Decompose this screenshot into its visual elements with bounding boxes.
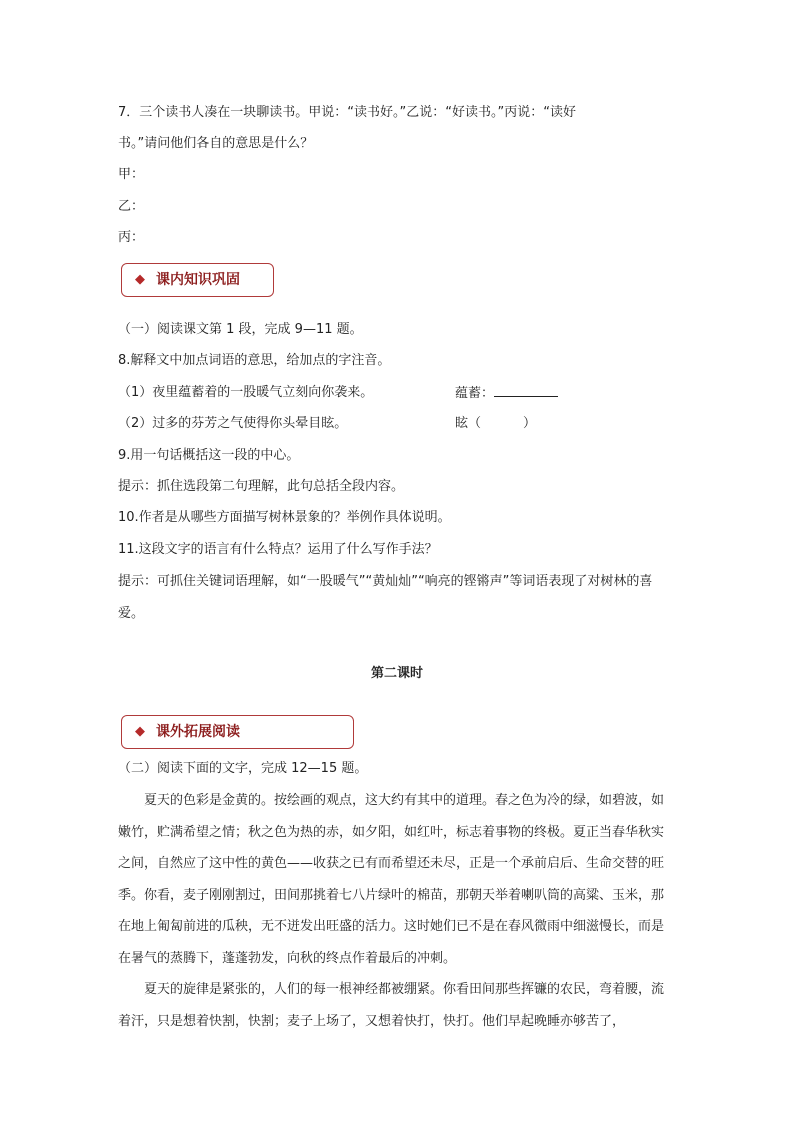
question-8-item-2: （2）过多的芬芳之气使得你头晕目眩。 bbox=[118, 416, 348, 431]
reading-paragraph-1: 夏天的色彩是金黄的。按绘画的观点，这大约有其中的道理。春之色为冷的绿，如碧波，如嫩竹，贮满希望之情；秋之色为热的赤，如夕阳，如红叶，标志着事物的终极。夏正当春华秋实之间，自然应了这中性的黄色——收获之已有而希望还未尽，正是一个承前启后、生命交替的旺季。你看，麦子刚刚割过，田间那挑着七八片绿叶的棉苗，那朝天举着喇叭筒的高粱、玉米，那在地上匍匐前进的瓜秧，无不迸发出旺盛的活力。这时她们已不是在春风微雨中细滋慢长，而是在暑气的蒸腾下，蓬蓬勃发，向秋的终点作着最后的冲刺。 bbox=[118, 793, 665, 966]
section-title: 课内知识巩固 bbox=[156, 272, 240, 288]
question-9: 9.用一句话概括这一段的中心。 bbox=[118, 448, 300, 463]
question-10: 10.作者是从哪些方面描写树林景象的？举例作具体说明。 bbox=[118, 510, 451, 525]
q7-answer-yi: 乙： bbox=[118, 199, 145, 214]
question-9-hint: 提示：抓住选段第二句理解，此句总括全段内容。 bbox=[118, 479, 405, 494]
q7-answer-bing: 丙： bbox=[118, 230, 145, 245]
q7-line2: 书。”请问他们各自的意思是什么？ bbox=[118, 136, 314, 151]
section2-intro: （二）阅读下面的文字，完成 12—15 题。 bbox=[118, 761, 368, 776]
question-8-item-1: （1）夜里蕴蓄着的一股暖气立刻向你袭来。 bbox=[118, 385, 374, 400]
reading-paragraph-2: 夏天的旋律是紧张的，人们的每一根神经都被绷紧。你看田间那些挥镰的农民，弯着腰，流着汗，只是想着快割，快割；麦子上场了，又想着快打，快打。他们早起晚睡亦够苦了， bbox=[118, 982, 665, 1029]
diamond-icon: ◆ bbox=[135, 272, 145, 287]
question-8-item-2-answer bbox=[455, 415, 536, 433]
question-11: 11.这段文字的语言有什么特点？运用了什么写作手法？ bbox=[118, 542, 438, 557]
section-title: 课外拓展阅读 bbox=[156, 724, 240, 740]
question-11-hint: 提示：可抓住关键词语理解，如“一股暖气”“黄灿灿”“响亮的铿锵声”等词语表现了对树林的喜爱。 bbox=[118, 574, 653, 621]
section-badge-extended bbox=[121, 715, 354, 749]
word-label: 蕴蓄： bbox=[455, 386, 495, 401]
question-8-item-1-answer bbox=[455, 384, 558, 403]
section-badge-in-class bbox=[121, 263, 274, 297]
badge-shadow bbox=[130, 295, 285, 302]
close-paren: ） bbox=[523, 416, 537, 431]
answer-blank[interactable] bbox=[494, 384, 558, 397]
lesson-heading: 第二课时 bbox=[370, 666, 423, 681]
question-8: 8.解释文中加点词语的意思，给加点的字注音。 bbox=[118, 353, 391, 368]
q7-line1: 7．三个读书人凑在一块聊读书。甲说：“读书好。”乙说：“好读书。”丙说：“读好 bbox=[118, 105, 576, 120]
word-label: 眩（ bbox=[455, 416, 482, 431]
diamond-icon: ◆ bbox=[135, 724, 145, 739]
q7-answer-jia: 甲： bbox=[118, 167, 145, 182]
badge-shadow bbox=[130, 747, 365, 754]
section1-intro: （一）阅读课文第 1 段，完成 9—11 题。 bbox=[118, 322, 363, 337]
